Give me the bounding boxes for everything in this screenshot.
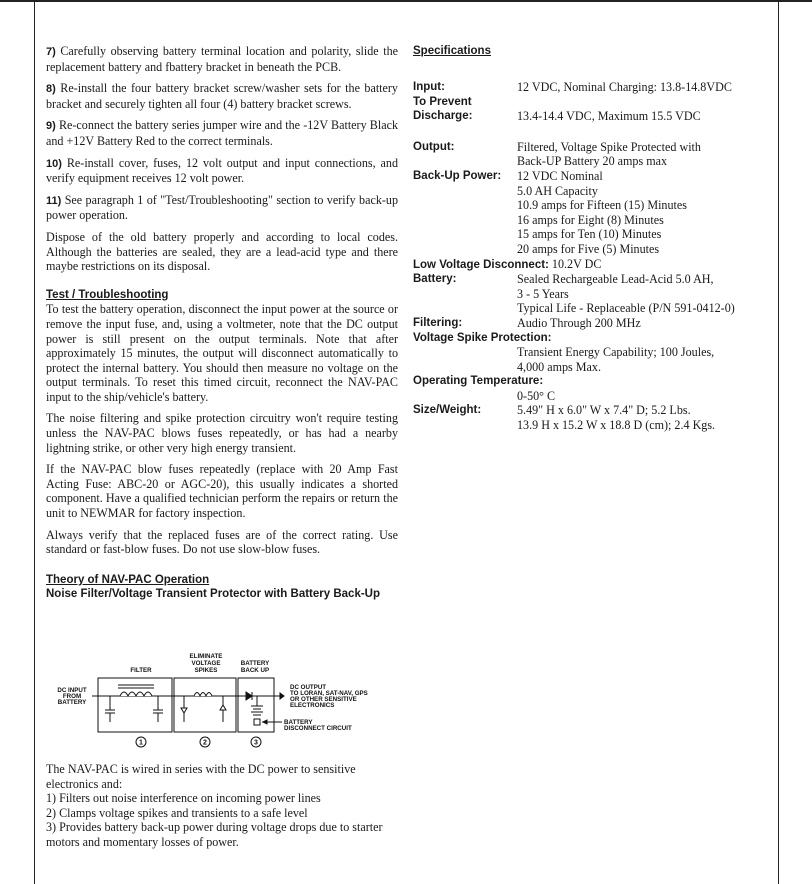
test-paragraph-3: If the NAV-PAC blow fuses repeatedly (replace with 20 Amp Fast Acting Fuse: ABC-20 or AGC-20), this usually indicates a shorted component. Have a qualified technician perform the repairs or return the unit to NEWMAR for factory inspection. [46, 462, 398, 521]
step-8: 8) Re-install the four battery bracket screw/washer sets for the battery bracket and securely tighten all four (4) battery bracket screws. [46, 81, 398, 111]
spec-filtering: Filtering: Audio Through 200 MHz [413, 315, 641, 330]
stage-3-number: 3 [254, 739, 258, 747]
spec-size: Size/Weight: 5.49" H x 6.0" W x 7.4" D; 5.2 Lbs. 13.9 H x 15.2 W x 18.8 D (cm); 2.4 Kgs. [413, 403, 716, 433]
diagram-eliminate-3: SPIKES [194, 667, 218, 674]
test-heading: Test / Troubleshooting [46, 288, 169, 301]
diagram-eliminate-2: VOLTAGE [191, 660, 221, 667]
diagram-output-2: TO LORAN, SAT-NAV, GPS [290, 690, 368, 697]
diagram-backup-2: BACK UP [240, 667, 270, 674]
theory-line-1: The NAV-PAC is wired in series with the DC power to sensitive electronics and: [46, 762, 356, 791]
theory-heading: Theory of NAV-PAC Operation [46, 573, 210, 586]
step-7: 7) Carefully observing battery terminal location and polarity, slide the replacement battery and fbattery bracket in beneath the PCB. [46, 44, 398, 74]
diagram-output-3: OR OTHER SENSITIVE [290, 696, 357, 703]
diagram-output-1: DC OUTPUT [290, 684, 327, 691]
diagram-input-2: FROM [62, 693, 82, 700]
diagram-eliminate-1: ELIMINATE [189, 653, 223, 660]
dispose-paragraph: Dispose of the old battery properly and according to local codes. Although the batteries are sealed, they are a lead-acid type and there maybe restrictions on its disposal. [46, 229, 398, 274]
spec-vsp-values: Transient Energy Capability; 100 Joules, 4,000 amps Max. [517, 345, 715, 374]
specifications-title: Specifications [413, 45, 491, 57]
spec-output: Output: Filtered, Voltage Spike Protected with Back-UP Battery 20 amps max [413, 139, 701, 169]
diagram-disconnect-1: BATTERY [284, 719, 313, 726]
test-paragraph-4: Always verify that the replaced fuses are of the correct rating. Use standard or fast-blow fuses. Do not use slow-blow fuses. [46, 527, 398, 557]
spec-backup: Back-Up Power: 12 VDC Nominal 5.0 AH Capacity 10.9 amps for Fifteen (15) Minutes 16 amps for Eight (8) Minutes 15 amps for Ten (10) Minutes 20 amps for Five (5) Minutes [413, 168, 687, 256]
right-border [778, 2, 779, 884]
theory-line-4: 3) Provides battery back-up power during voltage drops due to starter motors and momentary losses of power. [46, 820, 383, 849]
theory-line-2: 1) Filters out noise interference on incoming power lines [46, 791, 321, 806]
spike-box [174, 678, 236, 732]
theory-subheading: Noise Filter/Voltage Transient Protector with Battery Back-Up [46, 588, 380, 601]
left-border [34, 2, 35, 884]
diagram-backup-1: BATTERY [240, 660, 270, 667]
filter-box [98, 678, 172, 732]
diagram-output-4: ELECTRONICS [290, 702, 335, 709]
spec-input: Input: 12 VDC, Nominal Charging: 13.8-14.8VDC [413, 80, 732, 94]
spec-battery: Battery: Sealed Rechargeable Lead-Acid 5.0 AH, 3 - 5 Years Typical Life - Replaceable (P/N 591-0412-0) [413, 272, 735, 316]
diagram-filter-label: FILTER [130, 667, 152, 674]
spec-lvd: Low Voltage Disconnect: 10.2V DC [413, 256, 602, 271]
top-rule [0, 0, 812, 2]
diagram-input-1: DC INPUT [57, 687, 87, 694]
spec-temp-value: 0-50° C [517, 388, 556, 403]
test-paragraph-1: To test the battery operation, disconnect the input power at the source or remove the input fuse, and, using a voltmeter, note that the DC output power is still present on the output terminals. Note that after approximately 15 minutes, the output will disconnect automatically to protect the internal battery. You should then measure no voltage on the output terminals. To reset this timed circuit, reconnect the NAV-PAC input to the ship/vehicle's battery. [46, 302, 398, 404]
spec-vsp-label: Voltage Spike Protection: [413, 331, 552, 344]
spec-prevent: To Prevent Discharge: 13.4-14.4 VDC, Maximum 15.5 VDC [413, 95, 701, 124]
block-diagram [46, 650, 386, 760]
step-11: 11) See paragraph 1 of "Test/Troubleshooting" section to verify back-up power operation. [46, 192, 398, 223]
step-9: 9) Re-connect the battery series jumper wire and the -12V Battery Black and +12V Battery Red to the correct terminals. [46, 118, 398, 148]
stage-1-number: 1 [139, 739, 143, 747]
theory-line-3: 2) Clamps voltage spikes and transients to a safe level [46, 805, 308, 820]
test-paragraph-2: The noise filtering and spike protection circuitry won't require testing unless the NAV-PAC blows fuses repeatedly, or has had a nearby lightning strike, or other very high energy transient. [46, 411, 398, 455]
specifications [413, 44, 773, 433]
battery-box [238, 678, 274, 732]
step-10: 10) Re-install cover, fuses, 12 volt output and input connections, and verify equipment receives 12 volt power. [46, 155, 398, 186]
spec-temp-label: Operating Temperature: [413, 375, 544, 388]
diagram-input-3: BATTERY [57, 699, 87, 706]
stage-2-number: 2 [203, 739, 207, 747]
left-column [46, 44, 398, 610]
theory-text [46, 762, 398, 850]
diagram-disconnect-2: DISCONNECT CIRCUIT [284, 725, 352, 732]
